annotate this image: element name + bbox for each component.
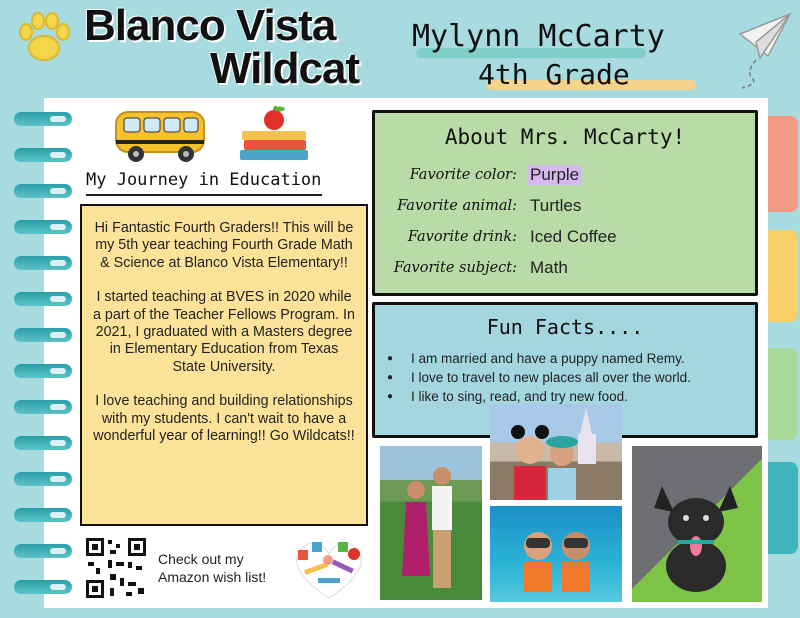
favorite-row (375, 194, 755, 224)
spiral-ring (14, 436, 72, 450)
spiral-ring (14, 472, 72, 486)
favorite-value: Turtles (530, 196, 582, 215)
wishlist-line2: Amazon wish list! (158, 569, 267, 585)
favorite-row (375, 256, 755, 286)
spiral-ring (14, 220, 72, 234)
school-title-line1: Blanco Vista (84, 1, 336, 50)
favorite-value: Math (530, 258, 568, 277)
spiral-ring (14, 184, 72, 198)
photo-snorkel (490, 506, 622, 602)
journey-title: My Journey in Education (86, 170, 322, 190)
spiral-ring (14, 112, 72, 126)
favorite-row (375, 225, 755, 255)
photo-disney (490, 404, 622, 500)
photo-puppy (632, 446, 762, 602)
favorite-value: Purple (530, 165, 580, 184)
section-tab-yellow (764, 230, 798, 322)
bio-box (80, 204, 368, 526)
spiral-ring (14, 508, 72, 522)
bio-paragraph: Hi Fantastic Fourth Graders!! This will be my 5th year teaching Fourth Grade Math & Science at Blanco Vista Elementary!! (94, 220, 354, 271)
books-apple-icon (234, 106, 314, 166)
spiral-ring (14, 544, 72, 558)
wishlist-line1: Check out my (158, 551, 244, 567)
bio-paragraph: I love teaching and building relationships with my students. I can't wait to have a wonderful year of learning!! Go Wildcats!! (93, 393, 355, 445)
school-title (84, 1, 384, 93)
favorite-label: Favorite color: (409, 167, 517, 183)
spiral-binding (14, 108, 74, 608)
favorite-row (375, 163, 755, 193)
favorite-label: Favorite animal: (397, 198, 517, 214)
qr-code[interactable] (84, 536, 148, 600)
fun-fact-item: ● I am married and have a puppy named Remy. (387, 349, 755, 368)
spiral-ring (14, 256, 72, 270)
school-title-line2: Wildcat (210, 44, 360, 93)
about-box (372, 110, 758, 296)
fun-facts-list (375, 349, 755, 406)
spiral-ring (14, 292, 72, 306)
section-tab-teal (764, 462, 798, 554)
bio-paragraph: I started teaching at BVES in 2020 while a part of the Teacher Fellows Program. In 2021, I graduated with a Masters degree in Elementary Education from Texas State University. (93, 289, 355, 375)
section-tab-red (764, 116, 798, 212)
spiral-ring (14, 148, 72, 162)
journey-underline (86, 194, 322, 196)
school-supplies-icon (288, 532, 370, 602)
fun-facts-title: Fun Facts.... (486, 315, 644, 339)
grade-label: 4th Grade (478, 58, 630, 91)
section-tab-green (764, 348, 798, 440)
about-title: About Mrs. McCarty! (444, 125, 686, 149)
paw-icon (14, 8, 74, 68)
fun-fact-item: ● I love to travel to new places all over the world. (387, 368, 755, 387)
photo-couple (380, 446, 482, 600)
wishlist-text (158, 550, 266, 586)
spiral-ring (14, 400, 72, 414)
spiral-ring (14, 328, 72, 342)
favorite-label: Favorite subject: (393, 260, 517, 276)
teacher-name: Mylynn McCarty (412, 19, 665, 54)
fun-fact-item: ● I like to sing, read, and try new food. (387, 387, 755, 406)
favorite-value: Iced Coffee (530, 227, 617, 246)
paper-plane-icon (738, 12, 792, 90)
spiral-ring (14, 364, 72, 378)
favorite-label: Favorite drink: (407, 229, 517, 245)
spiral-ring (14, 580, 72, 594)
school-bus-icon (112, 106, 212, 168)
